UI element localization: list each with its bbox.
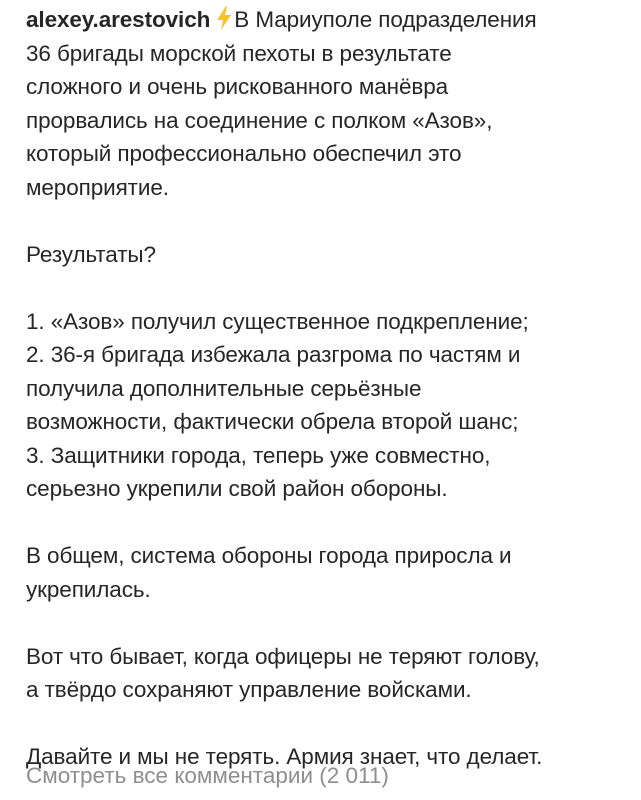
caption-line: Результаты? [26,241,156,267]
caption-paragraph [26,238,626,272]
caption-line: сложного и очень рискованного манёвра [26,74,449,99]
caption-line: серьезно укрепили свой район обороны. [26,476,448,501]
caption-line: получила дополнительные серьёзные [26,375,422,401]
caption-paragraph [26,539,626,606]
view-all-comments-link[interactable]: Смотреть все комментарии (2 011) [26,763,389,788]
caption-line: 3. Защитники города, теперь уже совместно, [26,442,491,468]
caption-paragraph [26,3,626,204]
caption-line [26,3,626,37]
caption-line: прорвались на соединение с полком «Азов», [26,107,493,133]
caption-paragraph [26,305,626,506]
caption-line: 2. 36-я бригада избежала разгрома по частям и [26,342,521,367]
caption-line: Давайте и мы не терять. Армия знает, что делает. [26,744,543,769]
caption-line: Вот что бывает, когда офицеры не теряют голову, [26,643,540,669]
post-caption [26,3,626,774]
caption-line: 36 бригады морской пехоты в результате [26,40,452,66]
caption-paragraph [26,640,626,707]
caption-line: а твёрдо сохраняют управление войсками. [26,677,472,702]
lightning-bolt-icon [216,6,232,30]
caption-line: возможности, фактически обрела второй шанс; [26,409,519,434]
caption-line: В общем, система обороны города приросла и [26,543,512,568]
caption-text: В Мариуполе подразделения [234,7,537,32]
caption-line: 1. «Азов» получил существенное подкрепление; [26,308,529,334]
caption-line: который профессионально обеспечил это [26,141,462,166]
caption-line: мероприятие. [26,174,169,200]
username-link[interactable]: alexey.arestovich [26,7,211,32]
caption-line: укрепилась. [26,576,151,602]
